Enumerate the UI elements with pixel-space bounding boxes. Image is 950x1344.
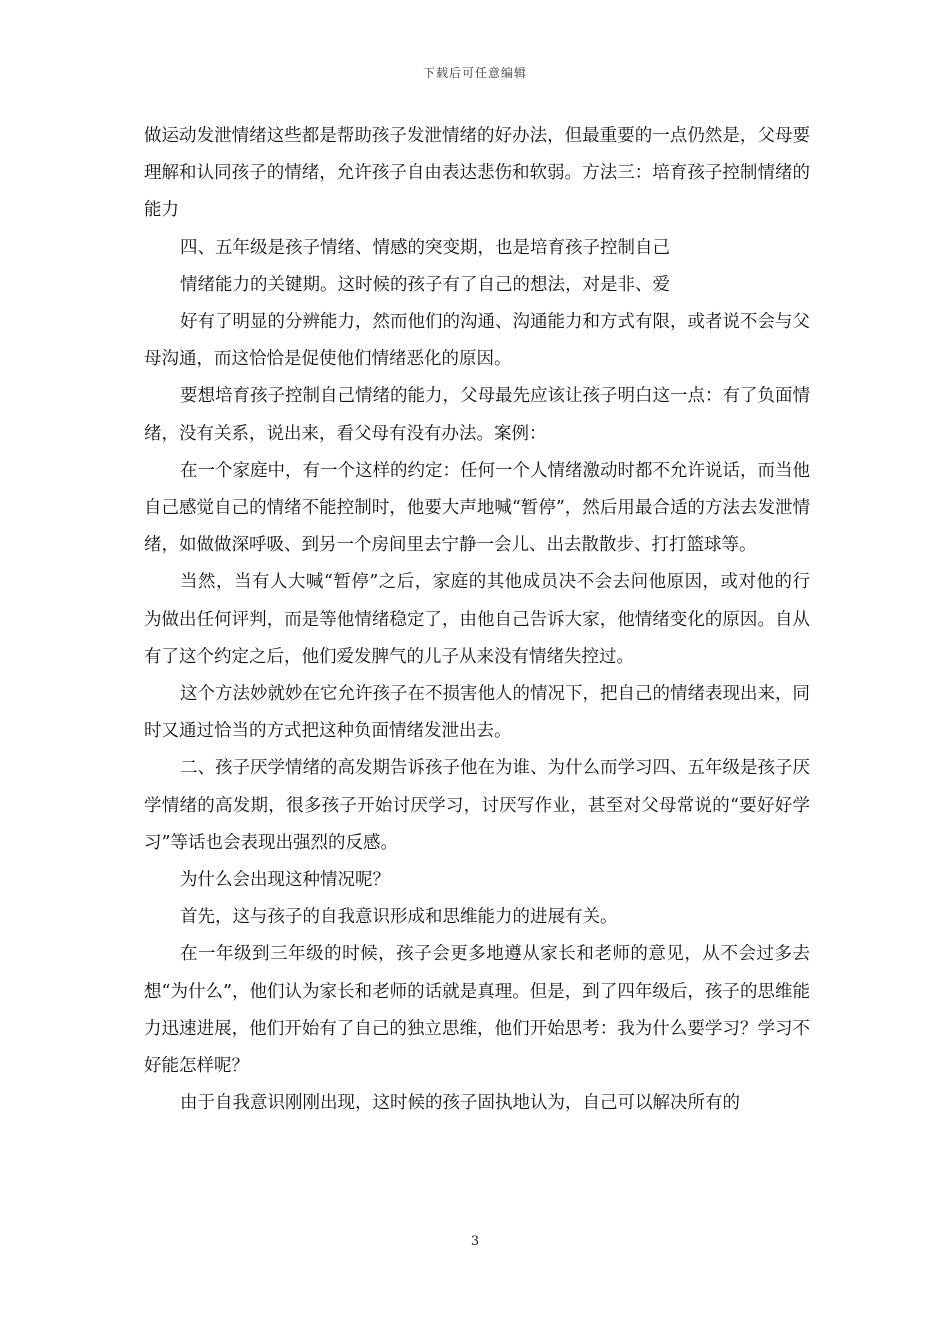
paragraph: 首先，这与孩子的自我意识形成和思维能力的进展有关。 [180, 907, 618, 928]
paragraph: 这个方法妙就妙在它允许孩子在不损害他人的情况下，把自己的情绪表现出来，同时又通过恰当的方式把这种负面情绪发泄出去。 [144, 684, 810, 742]
page-header: 下载后可任意编辑 [422, 66, 527, 80]
document-body [144, 118, 810, 1122]
paragraph: 要想培育孩子控制自己情绪的能力，父母最先应该让孩子明白这一点：有了负面情绪，没有关系，说出来，看父母有没有办法。案例： [144, 386, 810, 444]
paragraph: 由于自我意识刚刚出现，这时候的孩子固执地认为，自己可以解决所有的 [180, 1093, 740, 1114]
paragraph: 当然，当有人大喊“暂停”之后，家庭的其他成员决不会去问他原因，或对他的行为做出任何评判，而是等他情绪稳定了，由他自己告诉大家，他情绪变化的原因。自从有了这个约定之后，他们爱发脾气的儿子从来没有情绪失控过。 [144, 572, 810, 667]
paragraph: 情绪能力的关键期。这时候的孩子有了自己的想法，对是非、爱 [180, 274, 670, 295]
page-number: 3 [470, 1234, 480, 1249]
paragraph: 二、孩子厌学情绪的高发期告诉孩子他在为谁、为什么而学习四、五年级是孩子厌学情绪的高发期，很多孩子开始讨厌学习，讨厌写作业，甚至对父母常说的“要好好学习”等话也会表现出强烈的反感。 [144, 758, 810, 853]
paragraph: 在一年级到三年级的时候，孩子会更多地遵从家长和老师的意见，从不会过多去想“为什么”，他们认为家长和老师的话就是真理。但是，到了四年级后，孩子的思维能力迅速进展，他们开始有了自己的独立思维，他们开始思考：我为什么要学习？学习不好能怎样呢？ [144, 944, 810, 1077]
paragraph: 四、五年级是孩子情绪、情感的突变期，也是培育孩子控制自己 [180, 237, 670, 258]
paragraph: 在一个家庭中，有一个这样的约定：任何一个人情绪激动时都不允许说话，而当他自己感觉自己的情绪不能控制时，他要大声地喊“暂停”，然后用最合适的方法去发泄情绪，如做做深呼吸、到另一个房间里去宁静一会儿、出去散散步、打打篮球等。 [144, 460, 810, 556]
paragraph: 为什么会出现这种情况呢？ [180, 870, 390, 891]
paragraph: 好有了明显的分辨能力，然而他们的沟通、沟通能力和方式有限，或者说不会与父母沟通，而这恰恰是促使他们情绪恶化的原因。 [144, 312, 810, 370]
paragraph: 做运动发泄情绪这些都是帮助孩子发泄情绪的好办法，但最重要的一点仍然是，父母要理解和认同孩子的情绪，允许孩子自由表达悲伤和软弱。方法三：培育孩子控制情绪的能力 [144, 126, 810, 221]
